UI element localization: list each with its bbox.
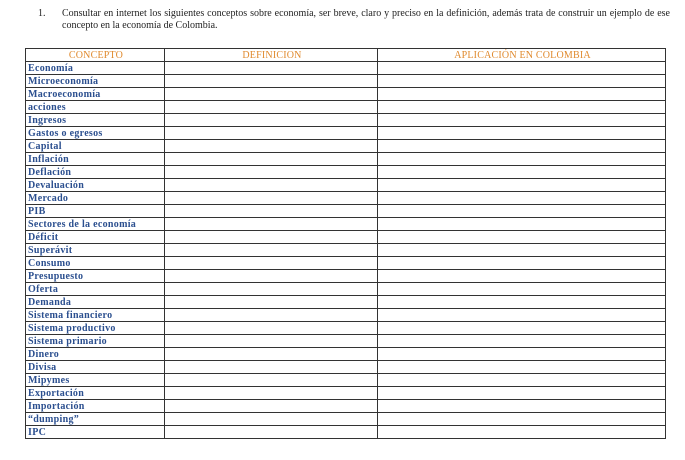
- definition-cell[interactable]: [165, 426, 378, 439]
- definition-cell[interactable]: [165, 62, 378, 75]
- table-row: [26, 166, 666, 179]
- concept-cell: Inflación: [26, 153, 165, 166]
- concept-cell: Gastos o egresos: [26, 127, 165, 140]
- concept-cell: Dinero: [26, 348, 165, 361]
- table-row: [26, 75, 666, 88]
- concept-cell: Capital: [26, 140, 165, 153]
- definition-cell[interactable]: [165, 166, 378, 179]
- concept-cell: Sistema financiero: [26, 309, 165, 322]
- concept-cell: Ingresos: [26, 114, 165, 127]
- application-cell[interactable]: [378, 140, 666, 153]
- header-concepto: CONCEPTO: [26, 49, 165, 62]
- concept-cell: Sectores de la economía: [26, 218, 165, 231]
- table-header-row: [26, 49, 666, 62]
- application-cell[interactable]: [378, 218, 666, 231]
- concept-cell: PIB: [26, 205, 165, 218]
- definition-cell[interactable]: [165, 283, 378, 296]
- table-row: [26, 218, 666, 231]
- application-cell[interactable]: [378, 192, 666, 205]
- table-body: [26, 62, 666, 439]
- table-row: [26, 257, 666, 270]
- definition-cell[interactable]: [165, 361, 378, 374]
- definition-cell[interactable]: [165, 387, 378, 400]
- definition-cell[interactable]: [165, 244, 378, 257]
- application-cell[interactable]: [378, 257, 666, 270]
- definition-cell[interactable]: [165, 231, 378, 244]
- concept-cell: Oferta: [26, 283, 165, 296]
- application-cell[interactable]: [378, 153, 666, 166]
- table-row: [26, 101, 666, 114]
- application-cell[interactable]: [378, 296, 666, 309]
- application-cell[interactable]: [378, 179, 666, 192]
- application-cell[interactable]: [378, 309, 666, 322]
- application-cell[interactable]: [378, 374, 666, 387]
- table-row: [26, 387, 666, 400]
- table-row: [26, 283, 666, 296]
- table-row: [26, 205, 666, 218]
- definition-cell[interactable]: [165, 374, 378, 387]
- definition-cell[interactable]: [165, 88, 378, 101]
- table-row: [26, 179, 666, 192]
- concept-cell: Macroeconomía: [26, 88, 165, 101]
- concept-cell: Deflación: [26, 166, 165, 179]
- application-cell[interactable]: [378, 114, 666, 127]
- instruction-number: 1.: [38, 8, 46, 19]
- table-row: [26, 153, 666, 166]
- table-row: [26, 374, 666, 387]
- application-cell[interactable]: [378, 335, 666, 348]
- definition-cell[interactable]: [165, 153, 378, 166]
- header-definicion: DEFINICION: [165, 49, 378, 62]
- table-row: [26, 426, 666, 439]
- concepts-table: [25, 48, 666, 439]
- definition-cell[interactable]: [165, 114, 378, 127]
- definition-cell[interactable]: [165, 270, 378, 283]
- application-cell[interactable]: [378, 270, 666, 283]
- application-cell[interactable]: [378, 413, 666, 426]
- definition-cell[interactable]: [165, 192, 378, 205]
- concept-cell: Presupuesto: [26, 270, 165, 283]
- definition-cell[interactable]: [165, 322, 378, 335]
- concept-cell: Importación: [26, 400, 165, 413]
- table-row: [26, 309, 666, 322]
- concept-cell: IPC: [26, 426, 165, 439]
- concept-cell: “dumping”: [26, 413, 165, 426]
- concept-cell: Sistema primario: [26, 335, 165, 348]
- application-cell[interactable]: [378, 348, 666, 361]
- concept-cell: Mipymes: [26, 374, 165, 387]
- application-cell[interactable]: [378, 231, 666, 244]
- table-row: [26, 140, 666, 153]
- application-cell[interactable]: [378, 62, 666, 75]
- concept-cell: Divisa: [26, 361, 165, 374]
- application-cell[interactable]: [378, 426, 666, 439]
- concept-cell: acciones: [26, 101, 165, 114]
- table-row: [26, 244, 666, 257]
- table-row: [26, 88, 666, 101]
- table-row: [26, 322, 666, 335]
- concept-cell: Demanda: [26, 296, 165, 309]
- instruction-text: Consultar en internet los siguientes conceptos sobre economía, ser breve, claro y preciso en la definición, además trata de construir un ejemplo de ese concepto en la economía de Colombia.: [62, 8, 670, 31]
- table-row: [26, 400, 666, 413]
- table-row: [26, 192, 666, 205]
- definition-cell[interactable]: [165, 127, 378, 140]
- definition-cell[interactable]: [165, 348, 378, 361]
- definition-cell[interactable]: [165, 400, 378, 413]
- table-row: [26, 114, 666, 127]
- definition-cell[interactable]: [165, 179, 378, 192]
- table-row: [26, 335, 666, 348]
- application-cell[interactable]: [378, 361, 666, 374]
- definition-cell[interactable]: [165, 257, 378, 270]
- table-row: [26, 270, 666, 283]
- concept-cell: Economía: [26, 62, 165, 75]
- definition-cell[interactable]: [165, 140, 378, 153]
- concept-cell: Superávit: [26, 244, 165, 257]
- definition-cell[interactable]: [165, 218, 378, 231]
- definition-cell[interactable]: [165, 413, 378, 426]
- header-aplicacion: APLICACIÓN EN COLOMBIA: [378, 49, 666, 62]
- application-cell[interactable]: [378, 75, 666, 88]
- table-row: [26, 62, 666, 75]
- concept-cell: Déficit: [26, 231, 165, 244]
- concept-cell: Sistema productivo: [26, 322, 165, 335]
- application-cell[interactable]: [378, 101, 666, 114]
- definition-cell[interactable]: [165, 101, 378, 114]
- application-cell[interactable]: [378, 387, 666, 400]
- application-cell[interactable]: [378, 400, 666, 413]
- definition-cell[interactable]: [165, 205, 378, 218]
- application-cell[interactable]: [378, 166, 666, 179]
- table-row: [26, 231, 666, 244]
- application-cell[interactable]: [378, 205, 666, 218]
- concept-cell: Devaluación: [26, 179, 165, 192]
- application-cell[interactable]: [378, 322, 666, 335]
- concept-cell: Consumo: [26, 257, 165, 270]
- application-cell[interactable]: [378, 244, 666, 257]
- concept-cell: Exportación: [26, 387, 165, 400]
- application-cell[interactable]: [378, 283, 666, 296]
- instruction: [38, 8, 670, 32]
- definition-cell[interactable]: [165, 296, 378, 309]
- table-row: [26, 127, 666, 140]
- table-row: [26, 413, 666, 426]
- concept-cell: Microeconomía: [26, 75, 165, 88]
- table-row: [26, 361, 666, 374]
- concept-cell: Mercado: [26, 192, 165, 205]
- application-cell[interactable]: [378, 127, 666, 140]
- table-row: [26, 348, 666, 361]
- definition-cell[interactable]: [165, 309, 378, 322]
- application-cell[interactable]: [378, 88, 666, 101]
- definition-cell[interactable]: [165, 335, 378, 348]
- definition-cell[interactable]: [165, 75, 378, 88]
- table-row: [26, 296, 666, 309]
